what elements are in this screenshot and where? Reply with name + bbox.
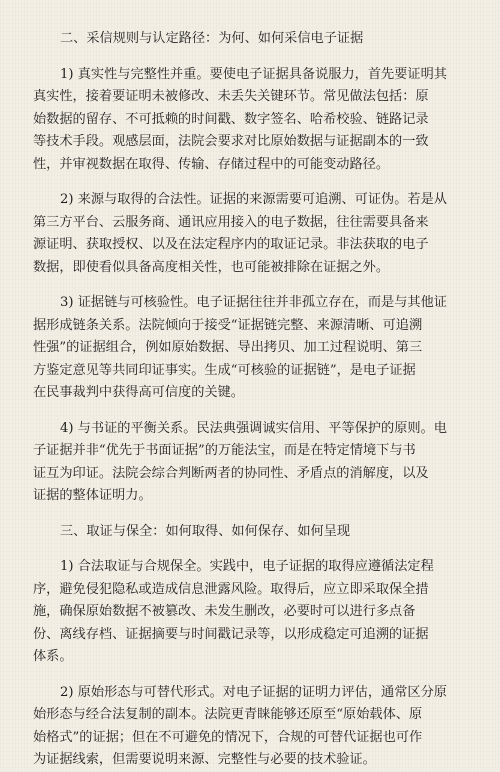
paragraph-line: 第三方平台、云服务商、通讯应用接入的电子数据，往往需要具备来 [33,214,429,230]
paragraph-line: 2) 原始形态与可替代形式。对电子证据的证明力评估，通常区分原 [60,684,447,700]
paragraph-legality [33,189,472,279]
paragraph-documentary-balance [33,418,472,508]
paragraph-line: 性强”的证据组合，例如原始数据、导出拷贝、加工过程说明、第三 [33,340,423,355]
paragraph-line: 数据，即使看似具备高度相关性，也可能被排除在证据之外。 [33,259,390,275]
paragraph-line: 子证据并非“优先于书面证据”的万能法宝，而是在特定情境下与书 [33,443,416,458]
paragraph-line: 方鉴定意见等共同印证事实。生成“可核验的证据链”，是电子证据 [33,362,416,378]
paragraph-line: 施，确保原始数据不被篡改、未发生删改，必要时可以进行多点备 [33,604,416,619]
paragraph-line: 3) 证据链与可核验性。电子证据往往并非孤立存在，而是与其他证 [60,295,447,310]
paragraph-line: 等技术手段。观感层面，法院会要求对比原始数据与证据副本的一致 [33,134,429,149]
paragraph-line: 2) 来源与取得的合法性。证据的来源需要可追溯、可证伪。若是从 [60,192,447,207]
paragraph-authenticity [33,64,472,177]
paragraph-line: 1) 合法取证与合规保全。实践中，电子证据的取得应遵循法定程 [60,559,434,574]
paragraph-line: 性，并审视数据在取得、传输、存储过程中的可能变动路径。 [33,156,390,172]
section-heading-2: 二、采信规则与认定路径：为何、如何采信电子证据 [60,31,364,46]
paragraph-line: 为证据线索，但需要说明来源、完整性与必要的技术验证。 [33,752,376,767]
paragraph-line: 序，避免侵犯隐私或造成信息泄露风险。取得后，应立即采取保全措 [33,581,429,597]
paragraph-lawful-collection [33,556,472,669]
paragraph-line: 证互为印证。法院会综合判断两者的协同性、矛盾点的消解度，以及 [33,465,429,481]
paragraph-line: 始格式”的证据；但在不可避免的情况下，合规的可替代证据也可作 [33,729,423,745]
paragraph-line: 在民事裁判中获得高可信度的关键。 [33,385,244,400]
paragraph-line: 据形成链条关系。法院倾向于接受“证据链完整、来源清晰、可追溯 [33,317,423,333]
paragraph-line: 4) 与书证的平衡关系。民法典强调诚实信用、平等保护的原则。电 [60,420,447,436]
paragraph-line: 始数据的留存、不可抵赖的时间戳、数字签名、哈希校验、链路记录 [33,111,429,127]
paragraph-line: 真实性，接着要证明未被修改、未丢失关键环节。常见做法包括：原 [33,89,429,104]
paragraph-line: 体系。 [33,649,73,664]
paragraph-line: 始形态与经合法复制的副本。法院更青睐能够还原至“原始载体、原 [33,707,423,722]
paragraph-evidence-chain [33,292,472,405]
paragraph-original-form [33,682,472,772]
paragraph-line: 证据的整体证明力。 [33,488,152,503]
paragraph-line: 1) 真实性与完整性并重。要使电子证据具备说服力，首先要证明其 [60,66,447,82]
section-heading-3: 三、取证与保全：如何取得、如何保存、如何呈现 [60,523,351,539]
paragraph-line: 份、离线存档、证据摘要与时间戳记录等，以形成稳定可追溯的证据 [33,626,429,642]
paragraph-line: 源证明、获取授权、以及在法定程序内的取证记录。非法获取的电子 [33,237,429,252]
